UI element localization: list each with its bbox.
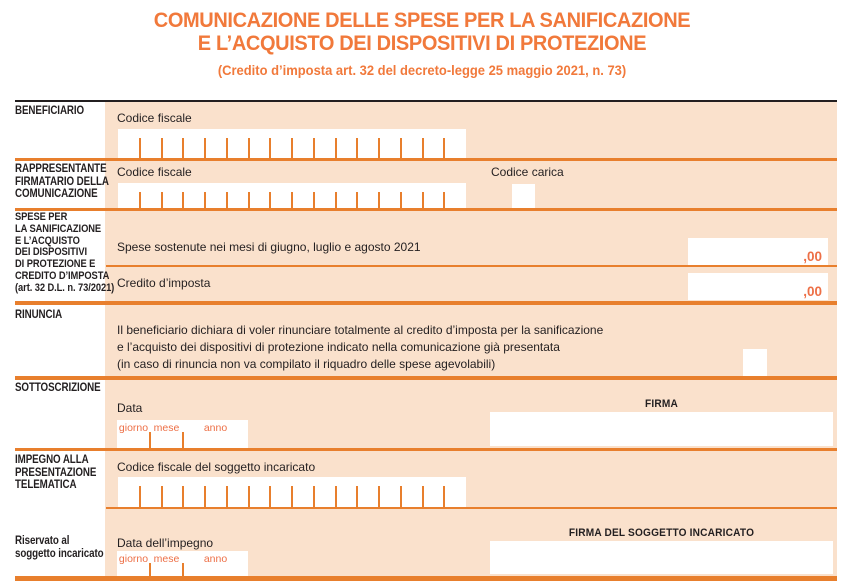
date-cell-giorno[interactable]: giorno [118,553,149,565]
section-label-line: IMPEGNO ALLA [15,454,89,466]
section-label-line: Riservato al [15,535,70,547]
codice-carica-input[interactable] [512,184,535,208]
char-cell[interactable] [379,477,401,507]
firma-soggetto-signature-input[interactable] [490,541,833,574]
divider-impegno-rows [106,507,837,509]
form-title-line2: E L’ACQUISTO DEI DISPOSITIVI DI PROTEZIONE [197,31,647,55]
beneficiario-codice-fiscale-input[interactable] [118,129,466,158]
char-cell[interactable] [162,477,184,507]
divider-spese [15,301,837,305]
sottoscrizione-date-input[interactable] [117,420,248,448]
impegno-date-input[interactable] [117,551,248,576]
rinuncia-text-line: (in caso di rinuncia non va compilato il riquadro delle spese agevolabili) [117,357,496,371]
divider-beneficiario [15,158,837,161]
char-cell[interactable] [336,477,358,507]
char-cell[interactable] [292,477,314,507]
char-cell[interactable] [205,129,227,158]
section-label-impegno [15,454,96,492]
data-impegno-label: Data dell’impegno [117,536,214,550]
section-label-sottoscrizione: SOTTOSCRIZIONE [15,382,101,394]
spese-row-label: Spese sostenute nei mesi di giugno, luglio e agosto 2021 [117,240,421,254]
section-label-line: CREDITO D’IMPOSTA [15,269,110,282]
amount-suffix: ,00 [803,249,822,264]
form-subtitle: (Credito d’imposta art. 32 del decreto-legge 25 maggio 2021, n. 73) [217,63,627,78]
char-cell[interactable] [140,129,162,158]
form-title-line1: COMUNICAZIONE DELLE SPESE PER LA SANIFICAZIONE [153,8,691,32]
date-cell-giorno[interactable]: giorno [118,422,149,434]
date-cell-mese[interactable]: mese [150,551,183,576]
char-cell[interactable] [162,129,184,158]
divider-sottoscrizione [15,448,837,451]
char-cell[interactable] [401,129,423,158]
char-cell[interactable] [249,477,271,507]
char-cell[interactable] [227,477,249,507]
amount-suffix: ,00 [803,284,822,299]
section-label-line: DEI DISPOSITIVI [15,246,87,259]
char-cell[interactable] [183,477,205,507]
char-cell[interactable] [379,183,401,208]
char-cell[interactable] [336,129,358,158]
char-cell[interactable] [118,183,140,208]
char-cell[interactable] [357,183,379,208]
char-cell[interactable] [314,183,336,208]
char-cell[interactable] [118,129,140,158]
char-cell[interactable] [162,183,184,208]
rinuncia-text-line: e l’acquisto dei dispositivi di protezione indicato nella comunicazione già presentata [117,340,560,354]
char-cell[interactable] [444,129,466,158]
divider-rinuncia [15,376,837,380]
credito-amount-input[interactable] [688,273,828,300]
section-label-line: LA SANIFICAZIONE [15,222,102,235]
char-cell[interactable] [512,184,535,208]
rappresentante-codice-fiscale-input[interactable] [118,183,466,208]
char-cell[interactable] [357,129,379,158]
char-cell[interactable] [140,183,162,208]
char-cell[interactable] [336,183,358,208]
bottom-rule [15,576,837,581]
char-cell[interactable] [357,477,379,507]
date-cell-anno[interactable]: anno [183,420,248,448]
char-cell[interactable] [423,477,445,507]
credito-row-label: Credito d’imposta [117,276,211,290]
char-cell[interactable] [183,129,205,158]
divider-rappresentante [15,208,837,211]
char-cell[interactable] [205,183,227,208]
char-cell[interactable] [423,183,445,208]
firma-label: FIRMA [645,398,678,410]
char-cell[interactable] [227,129,249,158]
char-cell[interactable] [444,183,466,208]
section-label-line: PRESENTAZIONE [15,466,97,479]
impegno-codice-fiscale-label: Codice fiscale del soggetto incaricato [117,460,316,474]
data-label: Data [117,401,143,415]
char-cell[interactable] [401,183,423,208]
char-cell[interactable] [270,129,292,158]
firma-signature-input[interactable] [490,412,833,446]
section-label-riservato [15,535,104,560]
char-cell[interactable] [270,477,292,507]
date-cell-mese[interactable]: mese [150,420,183,448]
char-cell[interactable] [140,477,162,507]
char-cell[interactable] [401,477,423,507]
section-label-line: soggetto incaricato [15,547,104,560]
char-cell[interactable] [249,129,271,158]
char-cell[interactable] [249,183,271,208]
char-cell[interactable] [423,129,445,158]
section-label-rappresentante [15,163,109,201]
section-label-line: FIRMATARIO DELLA [15,175,109,188]
section-label-line: COMUNICAZIONE [15,188,98,201]
rinuncia-declaration-text [117,322,717,373]
section-label-line: DI PROTEZIONE E [15,258,96,271]
char-cell[interactable] [292,183,314,208]
section-label-line: SPESE PER [15,211,68,223]
section-label-line: TELEMATICA [15,479,77,492]
top-rule [15,100,837,102]
section-label-line: (art. 32 D.L. n. 73/2021) [15,281,115,294]
section-label-spese [15,212,114,295]
char-cell[interactable] [227,183,249,208]
form-title [30,9,815,55]
beneficiario-codice-fiscale-label: Codice fiscale [117,111,192,125]
section-label-line: RAPPRESENTANTE [15,163,107,175]
rinuncia-checkbox[interactable] [743,349,767,376]
section-label-beneficiario: BENEFICIARIO [15,105,85,117]
char-cell[interactable] [118,477,140,507]
section-label-line: E L’ACQUISTO [15,234,80,247]
rappresentante-codice-fiscale-label: Codice fiscale [117,165,192,179]
char-cell[interactable] [314,477,336,507]
rinuncia-text-line: Il beneficiario dichiara di voler rinunciare totalmente al credito d’imposta per la sanificazione [117,323,604,337]
spese-amount-input[interactable] [688,238,828,265]
date-cell-anno[interactable]: anno [183,551,248,576]
divider-spese-rows [106,265,837,267]
char-cell[interactable] [183,183,205,208]
char-cell[interactable] [270,183,292,208]
section-label-rinuncia: RINUNCIA [15,309,63,321]
impegno-codice-fiscale-input[interactable] [118,477,466,507]
char-cell[interactable] [205,477,227,507]
char-cell[interactable] [444,477,466,507]
char-cell[interactable] [379,129,401,158]
char-cell[interactable] [314,129,336,158]
codice-carica-label: Codice carica [491,165,564,179]
char-cell[interactable] [292,129,314,158]
firma-soggetto-label: FIRMA DEL SOGGETTO INCARICATO [568,527,755,539]
